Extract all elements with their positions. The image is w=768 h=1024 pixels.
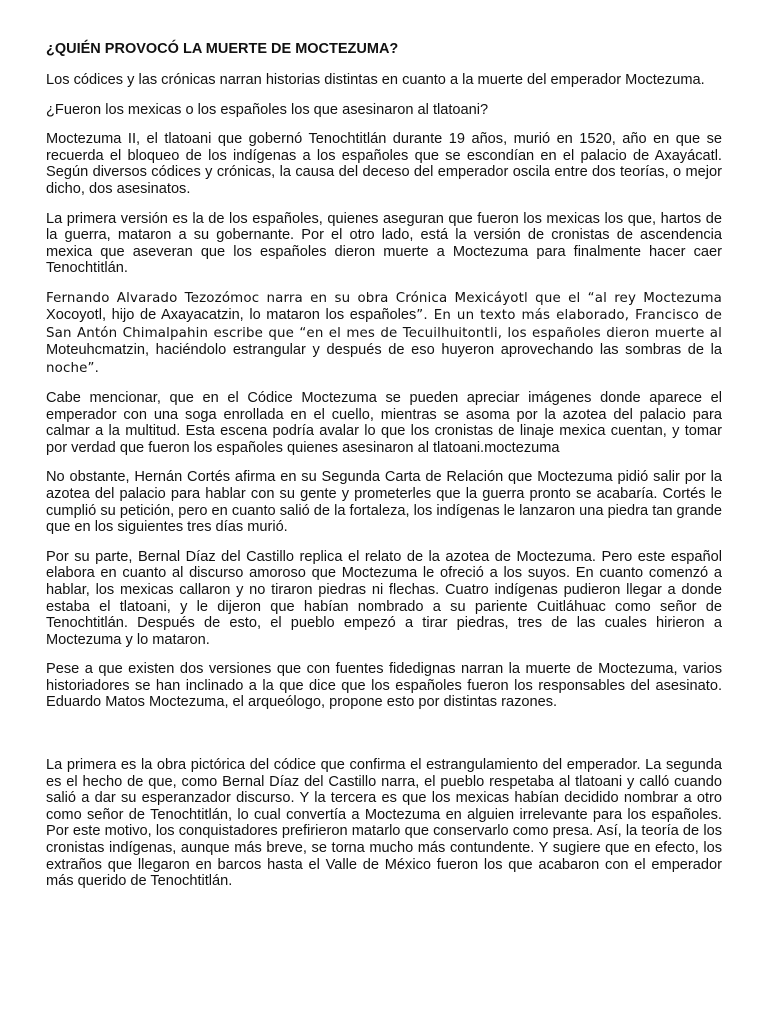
quote-part-a: Fernando Alvarado Tezozómoc narra en su obra Crónica Mexicáyotl que el “al rey Moctezuma <box>46 290 722 306</box>
paragraph-chronicle-quotes <box>46 290 722 377</box>
quote-part-b: Xocoyotl, hijo de Axayacatzin, lo mataron los españoles <box>46 307 417 324</box>
paragraph-reasons: La primera es la obra pictórica del códice que confirma el estrangulamiento del emperador. La segunda es el hecho de que, como Bernal Díaz del Castillo narra, el pueblo respetaba al tlatoani y calló cuando salió a dar su esperanzador discurso. Y la tercera es que los mexicas habían decidido nombrar a otro como señor de Tenochtitlán, lo cual convertía a Moctezuma en alguien irrelevante para los españoles. Por este motivo, los conquistadores prefirieron matarlo que conservarlo como presa. Así, la teoría de los cronistas indígenas, aunque más breve, se torna mucho más contundente. Y sugiere que en efecto, los extraños que llegaron en barcos hasta el Valle de México fueron los que acabaron con el emperador más querido de Tenochtitlán. <box>46 757 722 890</box>
paragraph-intro: Los códices y las crónicas narran historias distintas en cuanto a la muerte del emperador Moctezuma. <box>46 72 705 88</box>
quote-part-c: ”. En un texto más elaborado, Francisco de San Antón Chimalpahin escribe que “en el mes de Tecuilhuitontli, los españoles dieron muerte al <box>46 308 722 341</box>
paragraph-bernal-diaz: Por su parte, Bernal Díaz del Castillo replica el relato de la azotea de Moctezuma. Pero este español elabora en cuanto al discurso amoroso que Moctezuma le ofreció a los suyos. En cuanto comenzó a hablar, los mexicas callaron y no tiraron piedras ni flechas. Cuatro indígenas pudieron llegar a donde estaba el tlatoani, y le dijeron que habían nombrado a su pariente Cuitláhuac como señor de Tenochtitlán. Después de esto, el pueblo empezó a tirar piedras, tres de las cuales hirieron a Moctezuma y lo mataron. <box>46 548 722 648</box>
document-title: ¿QUIÉN PROVOCÓ LA MUERTE DE MOCTEZUMA? <box>46 41 399 57</box>
paragraph-hernan-cortes: No obstante, Hernán Cortés afirma en su Segunda Carta de Relación que Moctezuma pidió salir por la azotea del palacio para hablar con su gente y prometerles que la guerra pronto se acabaría. Cortés le cumplió su petición, pero en cuanto salió de la fortaleza, los indígenas le lanzaron una piedra tan grande que en los siguientes tres días murió. <box>46 469 722 536</box>
paragraph-historians: Pese a que existen dos versiones que con fuentes fidedignas narran la muerte de Moctezuma, varios historiadores se han inclinado a la que dice que los españoles fueron los responsables del asesinato. Eduardo Matos Moctezuma, el arqueólogo, propone esto por distintas razones. <box>46 661 722 711</box>
quote-part-e: noche”. <box>46 360 100 376</box>
paragraph-codice-moctezuma: Cabe mencionar, que en el Códice Moctezuma se pueden apreciar imágenes donde aparece el emperador con una soga enrollada en el cuello, mientras se asoma por la azotea del palacio para calmar a la multitud. Esta escena podría avalar lo que los cronistas de linaje mexica cuentan, y tomar por verdad que fueron los españoles quienes asesinaron al tlatoani.moctezuma <box>46 389 722 456</box>
document-page <box>46 40 722 903</box>
quote-part-d: Moteuhcmatzin, haciéndolo estrangular y después de eso huyeron aprovechando las sombras de la <box>46 342 722 359</box>
spacer <box>46 724 722 757</box>
paragraph-two-versions: La primera versión es la de los españoles, quienes aseguran que fueron los mexicas los que, hartos de la guerra, mataron a su gobernante. Por el otro lado, está la versión de cronistas de ascendencia mexica que aseveran que los españoles dieron muerte a Moctezuma para finalmente hacer caer Tenochtitlán. <box>46 210 722 277</box>
paragraph-question: ¿Fueron los mexicas o los españoles los que asesinaron al tlatoani? <box>46 101 489 118</box>
paragraph-moctezuma-ii: Moctezuma II, el tlatoani que gobernó Tenochtitlán durante 19 años, murió en 1520, año en que se recuerda el bloqueo de los indígenas a los españoles que se escondían en el palacio de Axayácatl. Según diversos códices y crónicas, la causa del deceso del emperador oscila entre dos teorías, o mejor dicho, dos asesinatos. <box>46 131 722 197</box>
